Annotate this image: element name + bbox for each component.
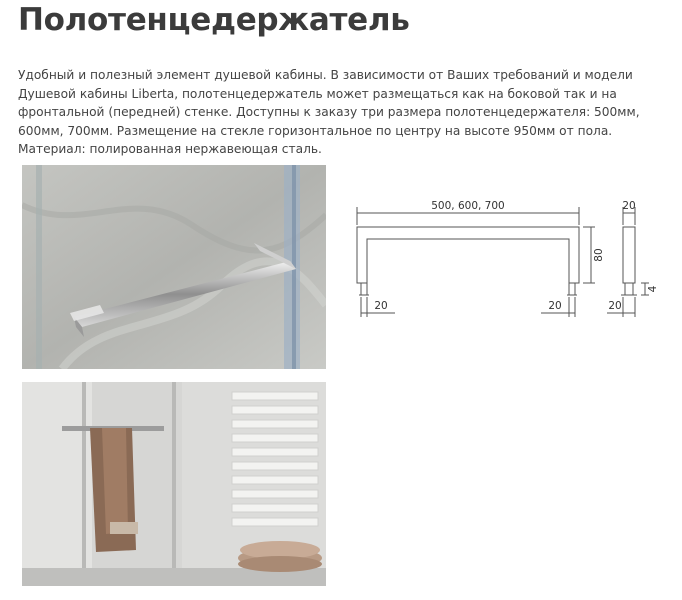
height-dimension-label: 80 — [593, 248, 605, 262]
towel-bar-glass-photo — [22, 165, 326, 369]
description-text: Удобный и полезный элемент душевой кабины. В зависимости от Ваших требований и модели Душевой кабины Liberta, полотенцедержатель может размещаться как на боковой так и на фронтальной (передней) стенке. Доступны к заказу три размера полотенцедержателя: 500мм, 600мм, 700мм. Размещение на стекле горизонтальное по центру на высоте 950мм от пола. Материал: полированная нержавеющая сталь. — [18, 68, 640, 156]
side-foot-dimension-label: 20 — [608, 300, 622, 312]
length-dimension-label: 500, 600, 700 — [431, 200, 505, 212]
left-foot-dimension-label: 20 — [374, 300, 388, 312]
page-title: Полотенцедержатель — [18, 2, 410, 38]
dimension-drawing — [345, 195, 665, 325]
towel-bar-glass-illustration — [22, 165, 326, 369]
side-width-dimension-label: 20 — [622, 200, 636, 212]
right-foot-dimension-label: 20 — [548, 300, 562, 312]
towel-bar-bathroom-photo — [22, 382, 326, 586]
side-depth-dimension-label: 4 — [647, 285, 659, 293]
towel-bar-bathroom-illustration — [22, 382, 326, 586]
